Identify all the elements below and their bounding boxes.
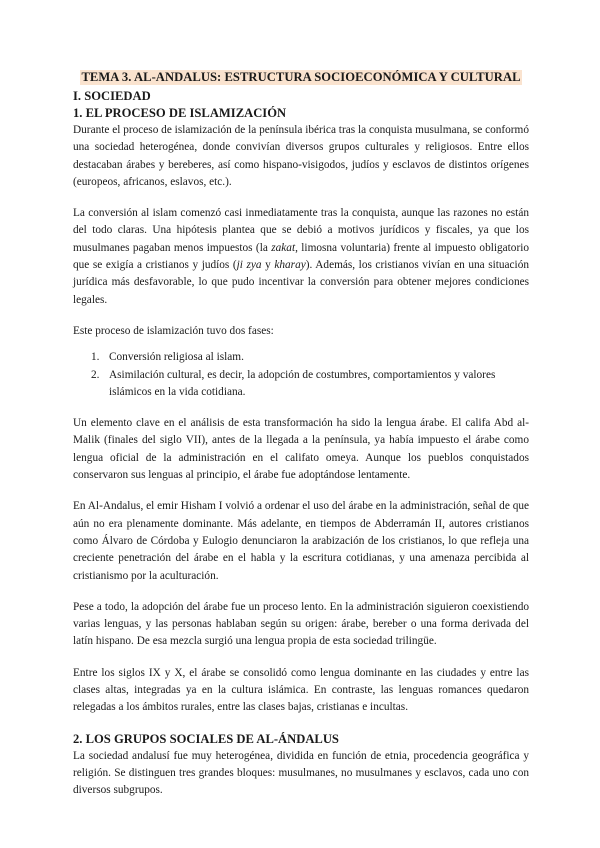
section-heading: I. SOCIEDAD — [73, 89, 151, 103]
list-item-number: 2. — [91, 368, 100, 381]
title-wrapper — [73, 68, 529, 86]
paragraph-hisham: En Al-Andalus, el emir Hisham I volvió a ordenar el uso del árabe en la administración, señal de que aún no era plenamente dominante. Más adelante, en tiempos de Abderramán II, autores cristianos como Álvaro de Córdoba y Eulogio denunciaron la arabización de los cristianos, lo que refleja una creciente penetración del árabe en el habla y la escritura cotidianas, y una amenaza percibida al cristianismo por la aculturación. — [73, 500, 529, 582]
list-item — [73, 367, 529, 402]
list-item-number: 1. — [91, 351, 100, 364]
document-body — [73, 68, 529, 800]
subsection-heading-islamization: 1. EL PROCESO DE ISLAMIZACIÓN — [73, 106, 287, 120]
paragraph-conversion-part-d: ). Además, los cristianos vivían en una situación jurídica más desfavorable, lo que pudo incentivar la conversión para obtener mejores condiciones legales. — [73, 259, 529, 306]
subsection-heading-social-groups: 2. LOS GRUPOS SOCIALES DE AL-ÁNDALUS — [73, 731, 339, 746]
paragraph-conversion — [73, 205, 529, 309]
paragraph-ix-x-centuries: Entre los siglos IX y X, el árabe se consolidó como lengua dominante en las ciudades y entre las clases altas, integradas ya en la cultura islámica. En contraste, las lenguas romances quedaron relegadas a los ámbitos rurales, entre las clases bajas, cristianas e incultas. — [73, 666, 529, 714]
list-item — [73, 349, 529, 366]
term-kharay: kharay — [274, 259, 306, 272]
paragraph-conversion-part-c: y — [261, 259, 275, 272]
paragraph-intro: Durante el proceso de islamización de la península ibérica tras la conquista musulmana, se conformó una sociedad heterogénea, donde convivían diversos grupos culturales y religiosos. Entre ellos destacaban árabes y bereberes, así como hispano-visigodos, judíos y esclavos de distintos orígenes (europeos, africanos, eslavos, etc.). — [73, 124, 529, 188]
paragraph-arabic-language: Un elemento clave en el análisis de esta transformación ha sido la lengua árabe. El califa Abd al-Malik (finales del siglo VII), antes de la llegada a la península, ya había impuesto el árabe como lengua oficial de la administración en el califato omeya. Aunque los pueblos conquistados conservaron sus lenguas al principio, el árabe fue adoptándose lentamente. — [73, 417, 529, 482]
document-title: TEMA 3. AL-ANDALUS: ESTRUCTURA SOCIOECONÓMICA Y CULTURAL — [81, 70, 521, 84]
term-jizya: ji zya — [236, 259, 262, 272]
paragraph-conversion-part-a: La conversión al islam comenzó casi inmediatamente tras la conquista, aunque las razones no están del todo claras. Una hipótesis plantea que se debió a motivos jurídicos y fiscales, ya que los musulmanes pagaban menos impuestos (la — [73, 207, 529, 254]
list-item-text: Conversión religiosa al islam. — [109, 351, 244, 364]
paragraph-phases-intro: Este proceso de islamización tuvo dos fases: — [73, 324, 274, 337]
phases-list — [73, 349, 529, 401]
list-item-text: Asimilación cultural, es decir, la adopción de costumbres, comportamientos y valores islámicos en la vida cotidiana. — [109, 368, 496, 398]
term-zakat: zakat — [271, 241, 296, 254]
paragraph-slow-adoption: Pese a todo, la adopción del árabe fue un proceso lento. En la administración siguieron coexistiendo varias lenguas, y las personas hablaban según su origen: árabe, bereber o una forma derivada del latín hispano. De esa mezcla surgió una lengua propia de esta sociedad trilingüe. — [73, 600, 529, 648]
paragraph-conversion-part-b: , limosna voluntaria) frente al impuesto obligatorio que se exigía a cristianos y judíos ( — [73, 241, 529, 272]
paragraph-social-groups: La sociedad andalusí fue muy heterogénea, dividida en función de etnia, procedencia geográfica y religión. Se distinguen tres grandes bloques: musulmanes, no musulmanes y esclavos, cada uno con diversos subgrupos. — [73, 749, 529, 797]
